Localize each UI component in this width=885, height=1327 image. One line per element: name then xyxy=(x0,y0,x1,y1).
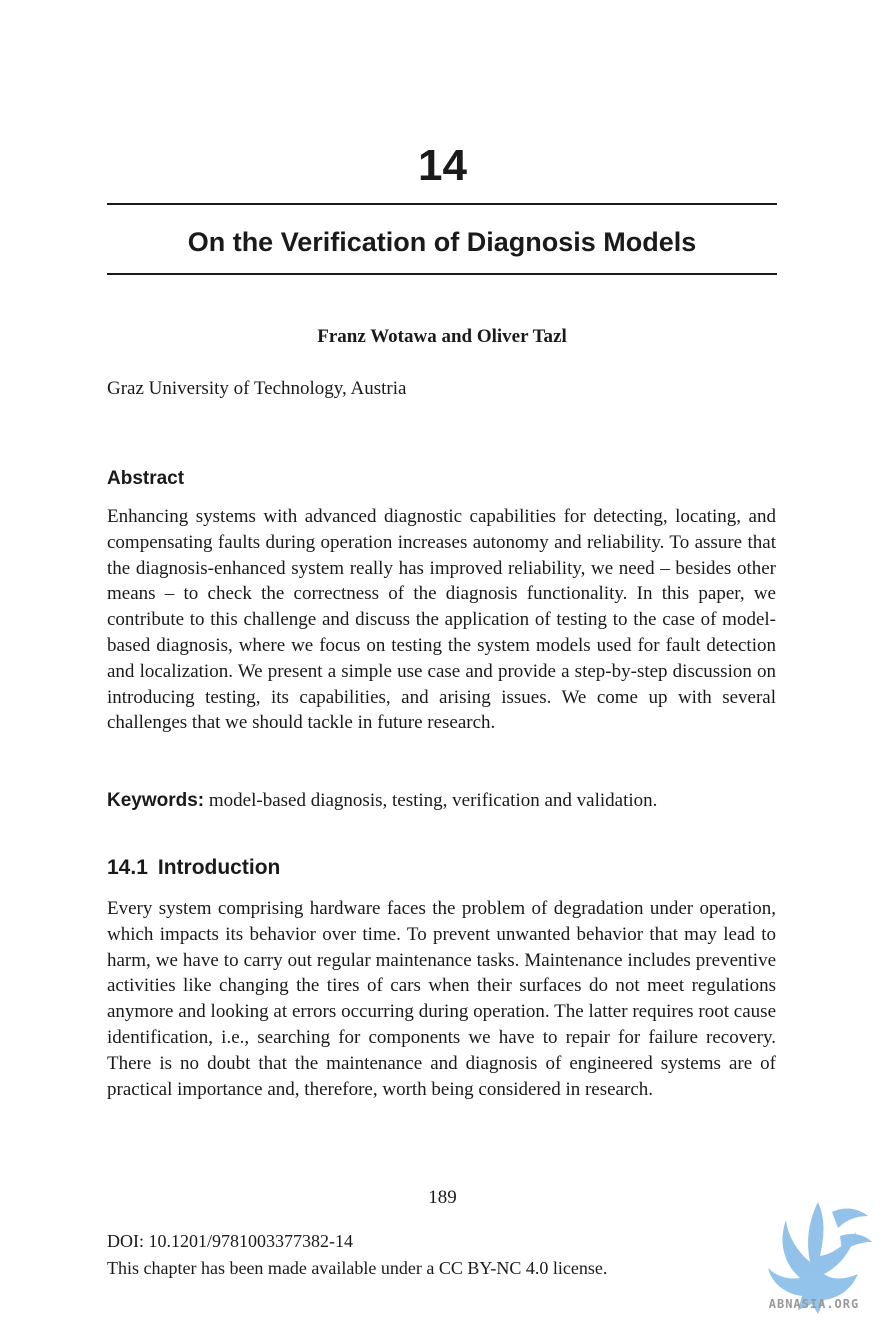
watermark-text: ABNASIA.ORG xyxy=(768,1297,860,1311)
affiliation: Graz University of Technology, Austria xyxy=(107,378,407,399)
page-number: 189 xyxy=(428,1187,457,1208)
chapter-number: 14 xyxy=(418,141,467,190)
keywords-line xyxy=(107,788,657,814)
abstract-body: Enhancing systems with advanced diagnostic capabilities for detecting, locating, and compensating faults during operation increases autonomy and reliability. To assure that the diagnosis-enhanced system really has improved reliability, we need – besides other means – to check the correctness of the diagnosis functionality. In this paper, we contribute to this challenge and discuss the application of testing to the case of model-based diagnosis, where we focus on testing the system models used for fault detection and localization. We present a simple use case and provide a step-by-step discussion on introducing testing, its capabilities, and arising issues. We come up with several challenges that we should tackle in future research. xyxy=(107,506,776,734)
keywords-label: Keywords: xyxy=(107,790,205,811)
title-rule-top xyxy=(107,203,777,205)
section-title: Introduction xyxy=(157,856,281,879)
license-note: This chapter has been made available under a CC BY-NC 4.0 license. xyxy=(107,1258,608,1278)
section-number: 14.1 xyxy=(107,856,148,879)
doi: DOI: 10.1201/9781003377382-14 xyxy=(107,1231,353,1251)
chapter-title: On the Verification of Diagnosis Models xyxy=(187,227,697,257)
authors: Franz Wotawa and Oliver Tazl xyxy=(317,326,567,347)
title-rule-bottom xyxy=(107,273,777,275)
introduction-body: Every system comprising hardware faces the problem of degradation under operation, which impacts its behavior over time. To prevent unwanted behavior that may lead to harm, we have to carry out regular maintenance tasks. Maintenance includes preventive activities like changing the tires of cars when their surfaces do not meet regulations anymore and looking at errors occurring during operation. The latter requires root cause identification, i.e., searching for components we have to repair for failure recovery. There is no doubt that the maintenance and diagnosis of engineered systems are of practical importance and, therefore, worth being considered in research. xyxy=(107,898,776,1100)
section-heading xyxy=(107,854,280,882)
keywords-text: model-based diagnosis, testing, verification and validation. xyxy=(208,790,658,811)
abstract-heading: Abstract xyxy=(107,468,185,489)
